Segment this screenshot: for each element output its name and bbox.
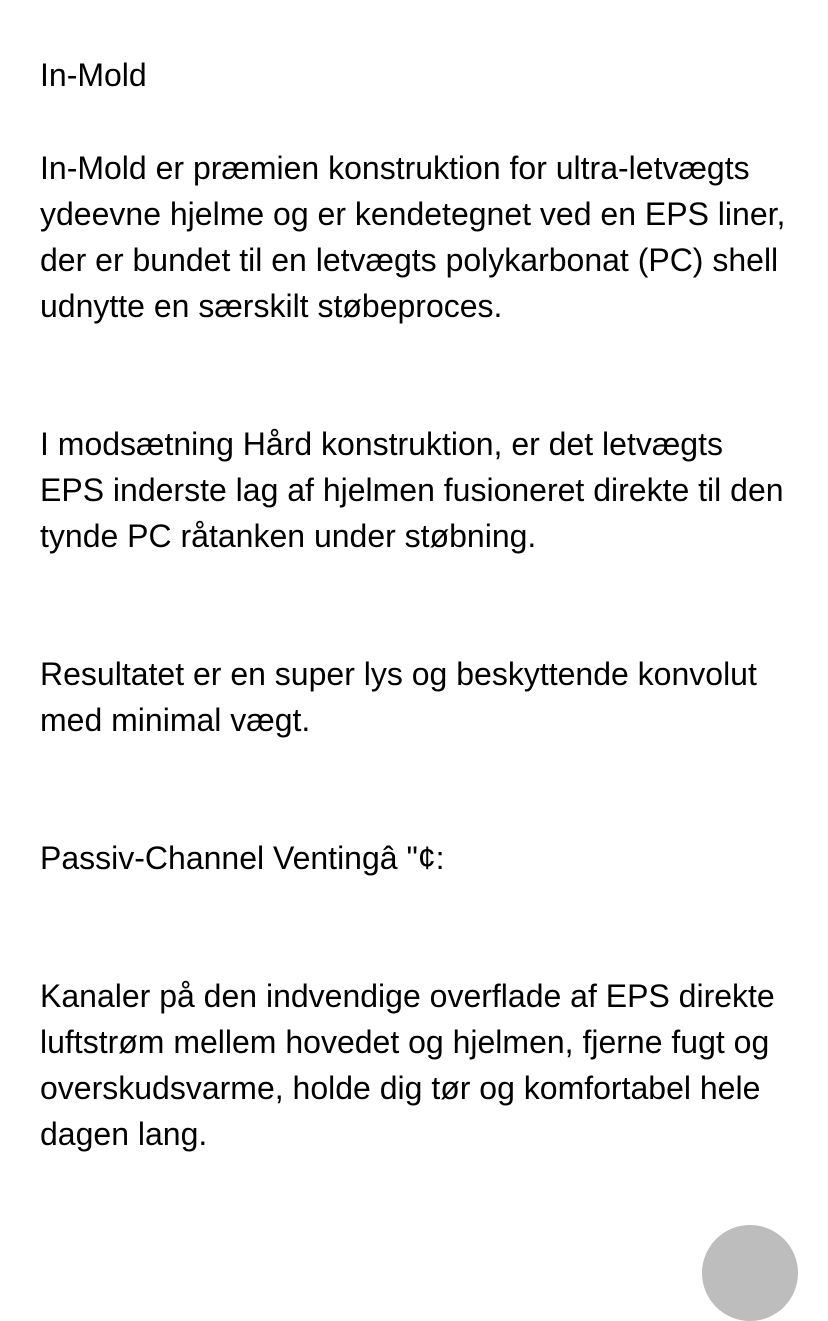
page-title: In-Mold (40, 57, 147, 93)
paragraph-channels-description: Kanaler på den indvendige overflade af EPS direkte luftstrøm mellem hovedet og hjelmen, fjerne fugt og overskudsvarme, holde dig tør og komfortabel hele dagen lang. (40, 978, 775, 1152)
paragraph-inmold-description: In-Mold er præmien konstruktion for ultra-letvægts ydeevne hjelme og er kendetegnet ved en EPS liner, der er bundet til en letvægts polykarbonat (PC) shell udnytte en særskilt støbeproces. (40, 150, 786, 324)
paragraph-result: Resultatet er en super lys og beskyttende konvolut med minimal vægt. (40, 656, 757, 738)
paragraph-passive-channel-venting-heading: Passiv-Channel Ventingâ "¢: (40, 840, 445, 876)
floating-action-button[interactable] (702, 1225, 798, 1321)
paragraph-hard-construction-comparison: I modsætning Hård konstruktion, er det letvægts EPS inderste lag af hjelmen fusioneret direkte til den tynde PC råtanken under støbning. (40, 426, 784, 554)
